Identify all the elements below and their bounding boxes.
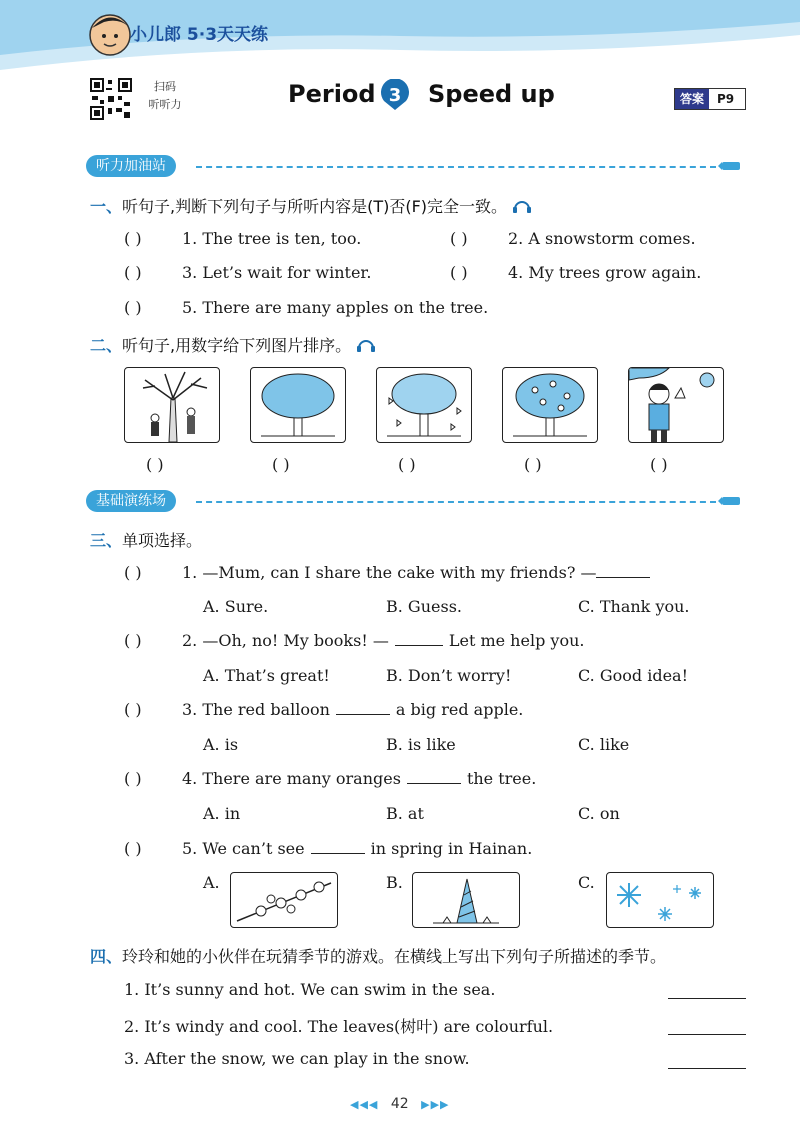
picture-flower-branch[interactable] xyxy=(230,872,338,928)
part3-heading: 三、单项选择。 xyxy=(90,531,203,550)
page-number: 42 xyxy=(390,1096,409,1112)
answer-page-box xyxy=(674,88,746,110)
option[interactable]: A. That’s great! xyxy=(203,666,330,685)
section-listening: 听力加油站 xyxy=(86,155,176,177)
fill-blank[interactable] xyxy=(407,769,461,784)
option[interactable]: B. at xyxy=(386,804,424,823)
picture-snowflakes[interactable] xyxy=(606,872,714,928)
section-divider xyxy=(196,166,716,168)
section-basic: 基础演练场 xyxy=(86,490,176,512)
picture-bamboo-shoot[interactable] xyxy=(412,872,520,928)
option[interactable]: A. in xyxy=(203,804,241,823)
section-divider xyxy=(196,501,716,503)
answer-blank[interactable]: ( ) xyxy=(124,839,142,858)
answer-blank[interactable]: ( ) xyxy=(450,229,468,248)
mc-question: ( ) 5. We can’t see in spring in Hainan. xyxy=(124,839,533,858)
part4-heading: 四、玲玲和她的小伙伴在玩猜季节的游戏。在横线上写出下列句子所描述的季节。 xyxy=(90,947,667,966)
order-blank-2[interactable]: ( ) xyxy=(272,455,290,474)
answer-blank[interactable]: ( ) xyxy=(124,298,142,317)
picture-autumn-tree xyxy=(376,367,472,443)
part2-heading: 二、听句子,用数字给下列图片排序。 xyxy=(90,333,376,356)
list-item: ( ) 4. My trees grow again. xyxy=(450,263,702,282)
headphones-icon[interactable] xyxy=(356,337,376,353)
list-item: ( ) 1. The tree is ten, too. xyxy=(124,229,362,248)
fill-blank[interactable] xyxy=(395,631,443,646)
answer-line[interactable] xyxy=(668,1034,746,1035)
answer-blank[interactable]: ( ) xyxy=(450,263,468,282)
option[interactable]: A. Sure. xyxy=(203,597,269,616)
brand-logo: 小儿郎 5·3天天练 xyxy=(130,25,269,45)
picture-bare-tree xyxy=(124,367,220,443)
option[interactable]: C. Thank you. xyxy=(578,597,690,616)
mc-question: ( ) 4. There are many oranges the tree. xyxy=(124,769,537,788)
list-item: ( ) 5. There are many apples on the tree. xyxy=(124,298,489,317)
scan-to-listen-label: 扫码 听听力 xyxy=(148,80,182,111)
picture-boy-summer xyxy=(628,367,724,443)
list-item: ( ) 2. A snowstorm comes. xyxy=(450,229,696,248)
option[interactable]: B. Don’t worry! xyxy=(386,666,512,685)
pencil-icon xyxy=(718,496,742,506)
list-item: 3. After the snow, we can play in the snow. xyxy=(124,1049,470,1068)
list-item: ( ) 3. Let’s wait for winter. xyxy=(124,263,372,282)
order-blank-5[interactable]: ( ) xyxy=(650,455,668,474)
right-arrows-icon: ▶▶▶ xyxy=(421,1098,450,1111)
page-title-topic: Speed up xyxy=(428,80,555,108)
period-number-badge xyxy=(379,79,411,111)
list-item: 1. It’s sunny and hot. We can swim in the sea. xyxy=(124,980,496,999)
answer-blank[interactable]: ( ) xyxy=(124,769,142,788)
fill-blank[interactable] xyxy=(596,563,650,578)
answer-blank[interactable]: ( ) xyxy=(124,229,142,248)
option[interactable]: C. xyxy=(578,873,595,892)
list-item: 2. It’s windy and cool. The leaves(树叶) are colourful. xyxy=(124,1017,554,1036)
fill-blank[interactable] xyxy=(336,700,390,715)
page-number-footer xyxy=(350,1096,450,1112)
answer-line[interactable] xyxy=(668,998,746,999)
option[interactable]: B. is like xyxy=(386,735,456,754)
option[interactable]: C. on xyxy=(578,804,620,823)
pencil-icon xyxy=(718,161,742,171)
answer-blank[interactable]: ( ) xyxy=(124,631,142,650)
answer-blank[interactable]: ( ) xyxy=(124,263,142,282)
option[interactable]: A. xyxy=(203,873,220,892)
page-title-period: Period xyxy=(288,80,376,108)
answer-blank[interactable]: ( ) xyxy=(124,700,142,719)
picture-green-tree xyxy=(250,367,346,443)
mc-question: ( ) 2. —Oh, no! My books! — Let me help you. xyxy=(124,631,585,650)
header-band xyxy=(0,0,800,75)
answer-page: P9 xyxy=(717,92,735,106)
answer-line[interactable] xyxy=(668,1068,746,1069)
period-number: 3 xyxy=(388,85,402,106)
answer-label: 答案 xyxy=(675,89,709,109)
qr-code-icon[interactable] xyxy=(90,78,132,120)
mc-question: ( ) 3. The red balloon a big red apple. xyxy=(124,700,524,719)
option[interactable]: A. is xyxy=(203,735,239,754)
answer-blank[interactable]: ( ) xyxy=(124,563,142,582)
option[interactable]: C. Good idea! xyxy=(578,666,689,685)
option[interactable]: B. xyxy=(386,873,403,892)
option[interactable]: B. Guess. xyxy=(386,597,462,616)
part1-heading: 一、听句子,判断下列句子与所听内容是(T)否(F)完全一致。 xyxy=(90,194,532,217)
mc-question: ( ) 1. —Mum, can I share the cake with my friends? — xyxy=(124,563,650,582)
picture-fruit-tree xyxy=(502,367,598,443)
order-blank-4[interactable]: ( ) xyxy=(524,455,542,474)
order-blank-3[interactable]: ( ) xyxy=(398,455,416,474)
option[interactable]: C. like xyxy=(578,735,630,754)
left-arrows-icon: ◀◀◀ xyxy=(350,1098,379,1111)
headphones-icon[interactable] xyxy=(512,198,532,214)
order-blank-1[interactable]: ( ) xyxy=(146,455,164,474)
fill-blank[interactable] xyxy=(311,839,365,854)
